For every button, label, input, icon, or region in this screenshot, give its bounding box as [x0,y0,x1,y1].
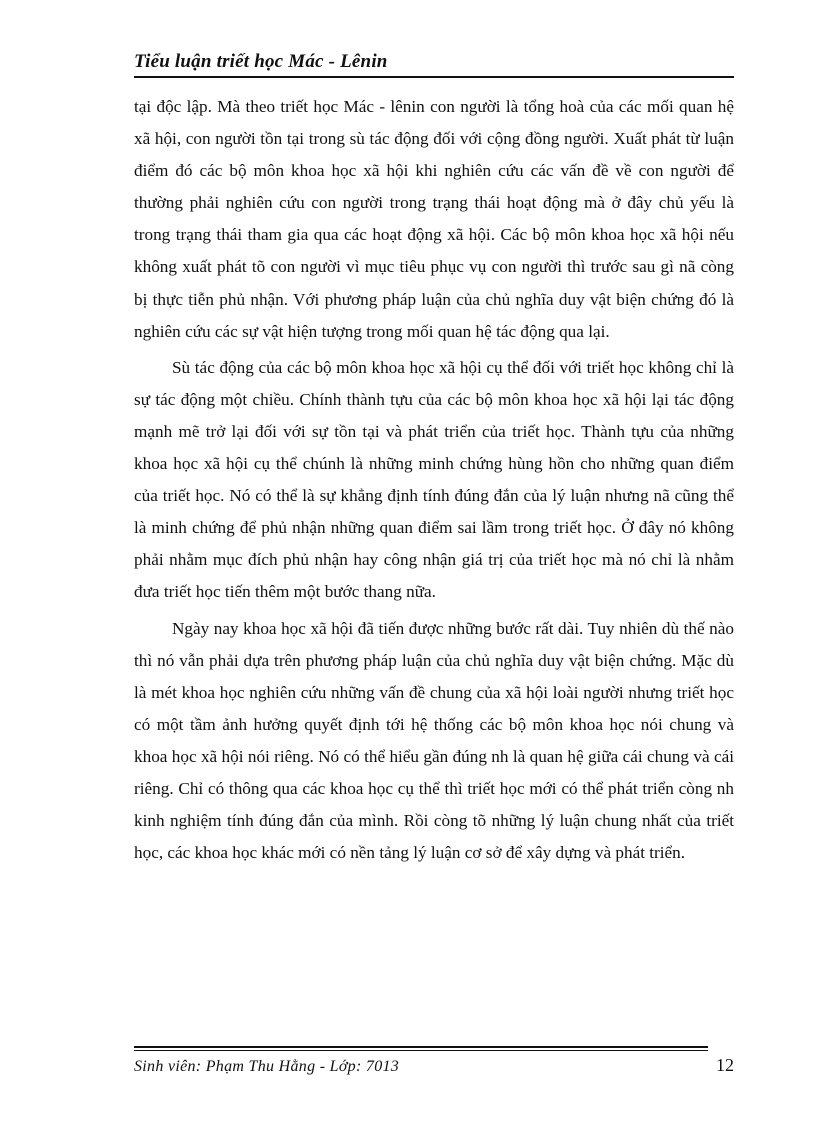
header-rule [134,76,734,78]
footer-author: Sinh viên: Phạm Thu Hằng - Lớp: 7013 [134,1057,400,1075]
paragraph-2: Sù tác động của các bộ môn khoa học xã hội cụ thể đối với triết học không chỉ là sự tác động một chiều. Chính thành tựu của các bộ môn khoa học xã hội lại tác động mạnh mẽ trở lại đối với sự tồn tại và phát triển của triết học. Thành tựu của những khoa học xã hội cụ thể chúnh là những minh chứng hùng hồn cho những quan điểm của triết học. Nó có thể là sự khẳng định tính đúng đắn của lý luận nhưng nã cũng thể là minh chứng để phủ nhận những quan điểm sai lầm trong triết học. Ở đây nó không phải nhằm mục đích phủ nhận hay công nhận giá trị của triết học mà nó chỉ là nhằm đưa triết học tiến thêm một bước thang nữa. [134,357,734,602]
footer-rule-bottom [134,1050,708,1051]
paragraph-1: tại độc lập. Mà theo triết học Mác - lênin con người là tổng hoà của các mối quan hệ xã hội, con người tồn tại trong sù tác động đối với cộng đồng người. Xuất phát từ luận điểm đó các bộ môn khoa học xã hội khi nghiên cứu các vấn đề về con người để thường phải nghiên cứu con người trong trạng thái hoạt động mà ở đây chủ yếu là trong trạng thái tham gia qua các hoạt động xã hội. Các bộ môn khoa học xã hội nếu không xuất phát tõ con người vì mục tiêu phục vụ con người thì trước sau gì nã còng bị thực tiễn phủ nhận. Với phương pháp luận của chủ nghĩa duy vật biện chứng đó là nghiên cứu các sự vật hiện tượng trong mối quan hệ tác động qua lại. [134,97,734,341]
footer-rule-top [134,1046,708,1048]
page-number: 12 [716,1054,734,1075]
body-text [134,91,734,869]
paragraph-3: Ngày nay khoa học xã hội đã tiến được những bước rất dài. Tuy nhiên dù thế nào thì nó vẫn phải dựa trên phương pháp luận của chủ nghĩa duy vật biện chứng. Mặc dù là mét khoa học nghiên cứu những vấn đề chung của xã hội loài người nhưng triết học có một tầm ảnh hưởng quyết định tới hệ thống các bộ môn khoa học nói chung và khoa học xã hội nói riêng. Nó có thể hiểu gần đúng nh là quan hệ giữa cái chung và cái riêng. Chỉ có thông qua các khoa học cụ thể thì triết học mới có thể phát triển còng nh kinh nghiệm tính đúng đắn của mình. Rồi còng tõ những lý luận chung nhất của triết học, các khoa học khác mới có nền tảng lý luận cơ sở để xây dựng và phát triển. [134,618,734,863]
header-title: Tiểu luận triết học Mác - Lênin [134,51,388,72]
footer-row [134,1055,734,1076]
page-footer [134,1046,734,1076]
page-header [134,50,734,78]
